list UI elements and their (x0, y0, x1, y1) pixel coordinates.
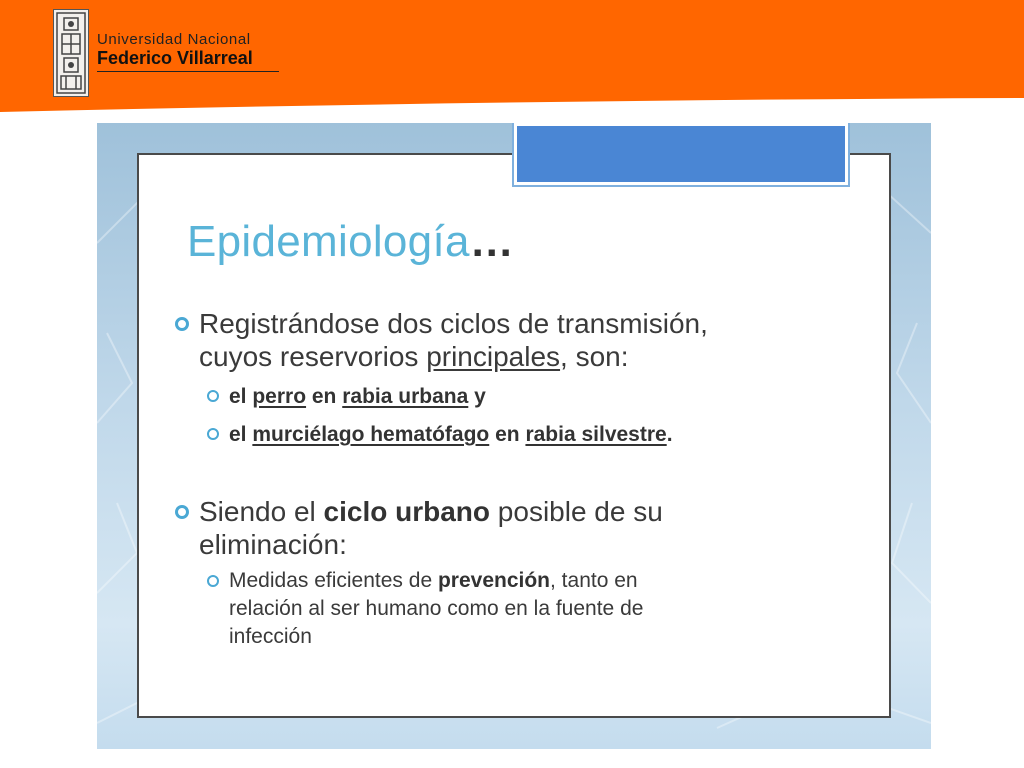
murcielago-hematofago-link[interactable]: murciélago hematófago (252, 423, 490, 446)
slide-content-panel (137, 153, 891, 718)
sub3-line3: infección (229, 625, 312, 648)
sub-bullet-perro (229, 382, 486, 411)
sub-bullet-prevention-line3 (229, 623, 312, 651)
sub-bullet-prevention-line2 (229, 595, 643, 623)
logo-emblem-icon (54, 10, 88, 96)
bullet2-post: posible de su (490, 496, 663, 527)
sub2-pre: el (229, 423, 253, 446)
bullet2-line2: eliminación: (199, 529, 347, 560)
university-name-underline (97, 71, 279, 72)
rabia-silvestre-link[interactable]: rabia silvestre (525, 423, 667, 446)
university-name-line2: Federico Villarreal (97, 48, 253, 68)
sub3-line2: relación al ser humano como en la fuente de (229, 597, 644, 620)
university-name-line1: Universidad Nacional (97, 31, 251, 48)
sub1-post: y (468, 385, 486, 408)
bullet-urban-cycle-cont (199, 528, 347, 561)
bullet1-line1: Registrándose dos ciclos de transmisión, (199, 308, 708, 339)
slide-header-tab (514, 123, 848, 185)
sub1-mid: en (306, 385, 343, 408)
sub-bullet-murcielago (229, 420, 673, 449)
sub-bullet-prevention (229, 567, 638, 595)
bullet-transmission-cycles (199, 307, 708, 340)
rabia-urbana-link[interactable]: rabia urbana (342, 385, 469, 408)
prevencion-text: prevención (437, 569, 551, 592)
bullet1-line2-post: , son: (560, 341, 629, 372)
slide-title (187, 217, 514, 267)
bullet-ring-icon (175, 505, 189, 519)
bullet-ring-icon (175, 317, 189, 331)
sub-bullet-ring-icon (207, 575, 219, 587)
sub3-post: , tanto en (550, 569, 638, 592)
slide-image (97, 123, 931, 749)
slide-title-ellipsis: … (469, 217, 515, 266)
perro-link[interactable]: perro (252, 385, 307, 408)
sub-bullet-ring-icon (207, 390, 219, 402)
sub-bullet-ring-icon (207, 428, 219, 440)
bullet-urban-cycle (199, 495, 663, 528)
sub2-post: . (666, 423, 673, 446)
bullet1-line2-pre: cuyos reservorios (199, 341, 427, 372)
university-logo (53, 9, 89, 97)
bullet2-pre: Siendo el (199, 496, 324, 527)
sub3-pre: Medidas eficientes de (229, 569, 438, 592)
bullet-transmission-cycles-cont (199, 340, 629, 373)
sub2-mid: en (489, 423, 526, 446)
principales-link[interactable]: principales (426, 341, 561, 372)
header-band (0, 0, 1024, 112)
sub1-pre: el (229, 385, 253, 408)
slide-title-text: Epidemiología (187, 217, 470, 266)
ciclo-urbano-text: ciclo urbano (323, 496, 491, 527)
